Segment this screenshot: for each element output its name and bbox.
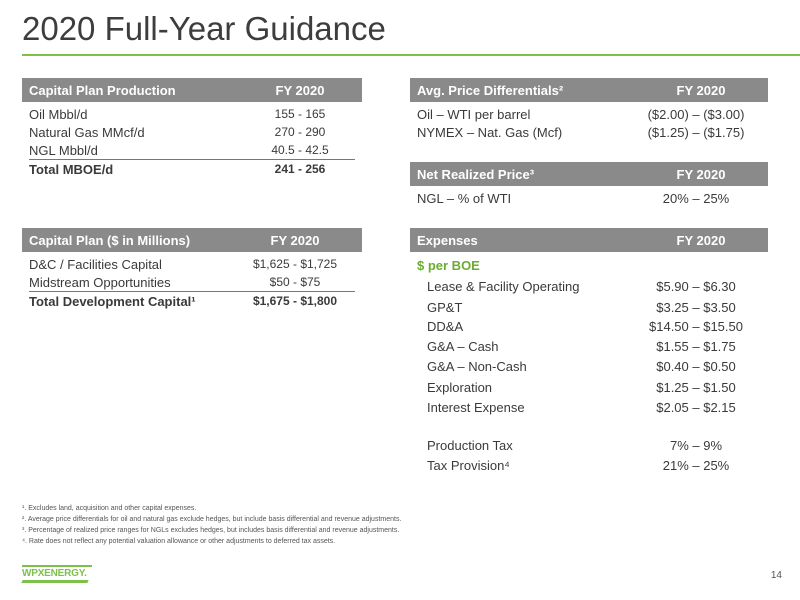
- table-row: Lease & Facility Operating $5.90 – $6.30: [427, 279, 736, 294]
- table-row: Oil Mbbl/d 155 - 165: [29, 106, 326, 122]
- wpx-energy-logo: WPXENERGY.: [22, 568, 87, 579]
- table-row: G&A – Non-Cash $0.40 – $0.50: [427, 359, 736, 374]
- page-title: 2020 Full-Year Guidance: [22, 10, 386, 47]
- table-row: NGL Mbbl/d 40.5 - 42.5: [29, 141, 355, 160]
- footnote: ⁴. Rate does not reflect any potential valuation allowance or other adjustments to deferred tax assets.: [22, 538, 336, 545]
- header-year: FY 2020: [275, 82, 325, 98]
- table-row: Interest Expense $2.05 – $2.15: [427, 399, 736, 415]
- table-row: G&A – Cash $1.55 – $1.75: [427, 338, 736, 354]
- table-row: Tax Provision⁴ 21% – 25%: [427, 457, 730, 473]
- footnote: ³. Percentage of realized price ranges for NGLs excludes hedges, but includes basis differential and revenue adjustments.: [22, 527, 400, 534]
- header-label: Capital Plan Production: [29, 82, 176, 98]
- table-row: Production Tax 7% – 9%: [427, 437, 723, 453]
- table-row: Natural Gas MMcf/d 270 - 290: [29, 124, 326, 140]
- table-row: GP&T $3.25 – $3.50: [427, 299, 736, 315]
- footnote: ¹. Excludes land, acquisition and other capital expenses.: [22, 505, 197, 512]
- title-divider: [22, 54, 800, 56]
- logo-underline: [21, 580, 88, 583]
- footnotes: [22, 503, 401, 547]
- table-row-total: Total MBOE/d 241 - 256: [29, 161, 326, 177]
- page-number: 14: [770, 570, 782, 581]
- table-header: Net Realized Price³ FY 2020: [410, 162, 768, 186]
- avg-price-differentials-table: [410, 78, 768, 141]
- footnote: ². Average price differentials for oil and natural gas exclude hedges, but include basis differential and revenue adjustments.: [22, 516, 402, 523]
- logo-swoosh: [22, 565, 92, 567]
- table-row-total: Total Development Capital¹ $1,675 - $1,800: [29, 293, 338, 309]
- table-row: Midstream Opportunities $50 - $75: [29, 273, 355, 292]
- capital-plan-production-table: [22, 78, 362, 178]
- table-row: Exploration $1.25 – $1.50: [427, 379, 736, 395]
- table-row: NYMEX – Nat. Gas (Mcf) ($1.25) – ($1.75): [417, 124, 745, 140]
- capital-plan-table: [22, 228, 362, 310]
- table-row: Oil – WTI per barrel ($2.00) – ($3.00): [417, 106, 745, 122]
- net-realized-price-table: [410, 162, 768, 207]
- table-row: D&C / Facilities Capital $1,625 - $1,725: [29, 256, 338, 272]
- expenses-table: [410, 228, 768, 475]
- table-header: Capital Plan ($ in Millions) FY 2020: [22, 228, 362, 252]
- expenses-subhead: $ per BOE: [417, 258, 480, 273]
- table-row: NGL – % of WTI 20% – 25%: [417, 190, 730, 206]
- table-header: Expenses FY 2020: [410, 228, 768, 252]
- table-header: [22, 78, 362, 102]
- table-header: Avg. Price Differentials² FY 2020: [410, 78, 768, 102]
- table-row: DD&A $14.50 – $15.50: [427, 319, 743, 334]
